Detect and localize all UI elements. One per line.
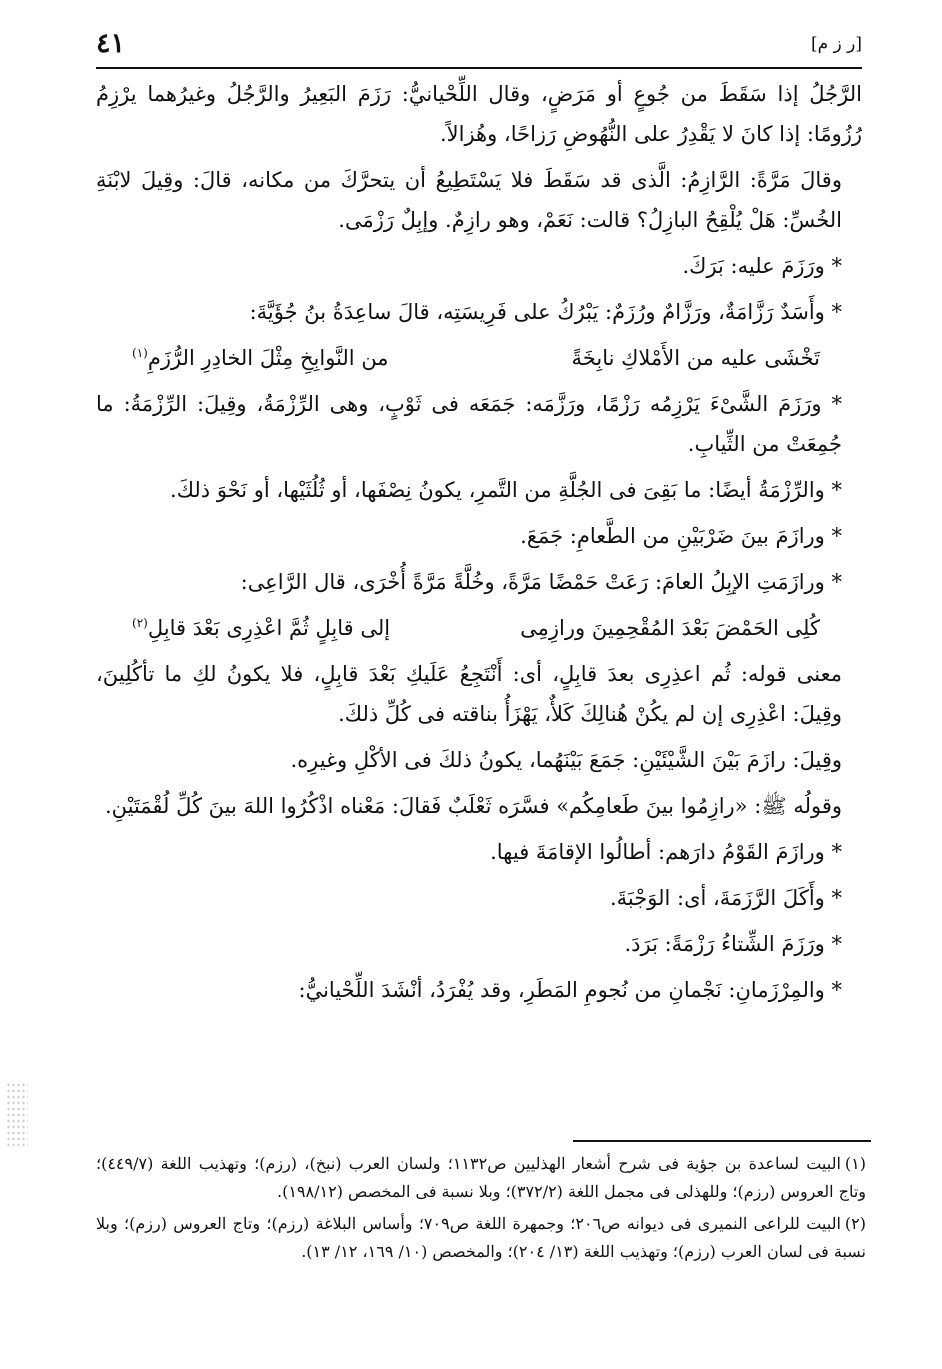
- running-head: [ر ز م]: [810, 34, 862, 54]
- footnote-marker: (٢): [132, 616, 148, 630]
- paragraph: الرَّجُلُ إذا سَقَطَ من جُوعٍ أو مَرَضٍ، وقال اللِّحْيانيُّ: رَزَمَ البَعِيرُ والرَّجُلُ وغيرُهما يرْزِمُ رُزُومًا: إذا كانَ لا يَقْدِرُ على النُّهُوضِ رَزاحًا، وهُزالاً.: [96, 82, 862, 146]
- paragraph: وقالَ مَرَّةً: الرَّازِمُ: الَّذى قد سَقَطَ فلا يَسْتَطِيعُ أن يتحرَّكَ من مكانه، قالَ: وقِيلَ لابْنَةِ الخُسِّ: هَلْ يُلْقِحُ البازِلُ؟ قالت: نَعَمْ، وهو رازِمٌ. وإبِلٌ رَزْمَى.: [96, 168, 842, 232]
- paragraph: معنى قوله: ثُم اعذِرِى بعدَ قابِلٍ، أى: أَنْتَجِعُ عَلَيكِ بَعْدَ قابِلٍ، فلا يكونُ لكِ ما تأكُلِينَ، وقِيلَ: اعْذِرِى إن لم يكُنْ هُنالِكَ كَلأٌ، يَهْزَأُ بناقته فى كُلِّ ذلكَ.: [96, 662, 842, 726]
- verse-line: [96, 608, 862, 648]
- footnote-number: (٢): [844, 1214, 867, 1233]
- paragraph: وقولُه ﷺ: «رازِمُوا بينَ طَعامِكُم» فسَّرَه ثَعْلَبٌ فَقالَ: مَعْناه اذْكُرُوا اللهَ بينَ كُلِّ لُقْمَتَيْنِ.: [104, 794, 842, 818]
- verse-text: من النَّوابِخِ مِثْلَ الخادِرِ الرُّزَمِ: [147, 346, 389, 370]
- entry: * وأَكَلَ الرَّزَمَةَ، أى: الوَجْبَةَ.: [609, 886, 842, 910]
- verse-second-hemistich: [132, 338, 389, 378]
- footnote-text: البيت للراعى النميرى فى ديوانه ص٢٠٦؛ وجمهرة اللغة ص٧٠٩؛ وأساس البلاغة (رزم)؛ وتاج العروس (رزم)؛ وبلا نسبة فى لسان العرب (رزم)؛ وتهذيب اللغة (١٣/ ٢٠٤)؛ والمخصص (١٠/ ١٦٩، ١٢/ ١٣).: [96, 1214, 866, 1261]
- verse-line: [96, 338, 862, 378]
- entry: * ورَزَمَ الشَّىْءَ يَرْزِمُه رَزْمًا، ورَزَّمَه: جَمَعَه فى ثَوْبٍ، وهى الرِّزْمَةُ، وقِيلَ: الرِّزْمَةُ: ما جُمِعَتْ من الثِّيابِ.: [96, 392, 842, 456]
- verse-second-hemistich: [132, 608, 390, 648]
- header-rule: [96, 67, 862, 69]
- scan-speck: [6, 1082, 28, 1146]
- entry: * وأَسَدٌ رَزَّامَةٌ، ورَزَّامٌ ورُزَمٌ: يَبْرُكُ على فَرِيسَتِه، قالَ ساعِدَةُ بنُ جُؤَيَّةَ:: [249, 300, 842, 324]
- entry: * ورَزَمَ الشِّتاءُ رَزْمَةً: بَرَدَ.: [624, 932, 842, 956]
- entry: * والمِرْزَمانِ: نَجْمانِ من نُجومِ المَطَرِ، وقد يُفْرَدُ، أنْشَدَ اللِّحْيانيُّ:: [298, 978, 842, 1002]
- entry: * ورَزَمَ عليه: بَرَكَ.: [682, 254, 842, 278]
- verse-text: إلى قابِلٍ ثُمَّ اعْذِرِى بَعْدَ قابِلِ: [147, 616, 391, 640]
- footnote-number: (١): [844, 1154, 866, 1173]
- footnote-marker: (١): [132, 346, 148, 360]
- entry: * ورازَمَ القَوْمُ دارَهم: أطالُوا الإقامَةَ فيها.: [490, 840, 842, 864]
- entry: * ورازَمَ بينَ ضَرْبَيْنِ من الطَّعامِ: جَمَعَ.: [520, 524, 842, 548]
- footnote: [96, 1210, 866, 1266]
- footnotes: [96, 1150, 866, 1270]
- page-number: ٤١: [96, 28, 126, 59]
- footnote-rule: [573, 1140, 871, 1142]
- verse-first-hemistich: تَخْشَى عليه من الأَمْلاكِ نابِخَةً: [571, 346, 820, 370]
- main-text: [96, 74, 862, 1016]
- footnote: [96, 1150, 866, 1206]
- entry: * ورازَمَتِ الإبِلُ العامَ: رَعَتْ حَمْضًا مَرَّةً، وخُلَّةً مَرَّةً أُخْرَى، قال الرَّاعِى:: [240, 570, 842, 594]
- footnote-text: البيت لساعدة بن جؤية فى شرح أشعار الهذليين ص١١٣٢؛ ولسان العرب (نبخ)، (رزم)؛ وتهذيب اللغة (٤٤٩/٧)؛ وتاج العروس (رزم)؛ وللهذلى فى مجمل اللغة (٣٧٢/٢)؛ وبلا نسبة فى المخصص (١٩٨/١٢).: [96, 1154, 866, 1201]
- verse-first-hemistich: كُلِى الحَمْضَ بَعْدَ المُقْحِمِينَ ورازِمِى: [520, 616, 820, 640]
- page-header: [96, 26, 862, 66]
- entry: * والرِّزْمَةُ أيضًا: ما بَقِىَ فى الجُلَّةِ من التَّمرِ، يكونُ نِصْفَها، أو ثُلُثَيْها، أو نَحْوَ ذلكَ.: [170, 478, 842, 502]
- paragraph: وقِيلَ: رازَمَ بَيْنَ الشَّيْئَيْنِ: جَمَعَ بَيْنَهُما، يكونُ ذلكَ فى الأكْلِ وغيرِه.: [290, 748, 842, 772]
